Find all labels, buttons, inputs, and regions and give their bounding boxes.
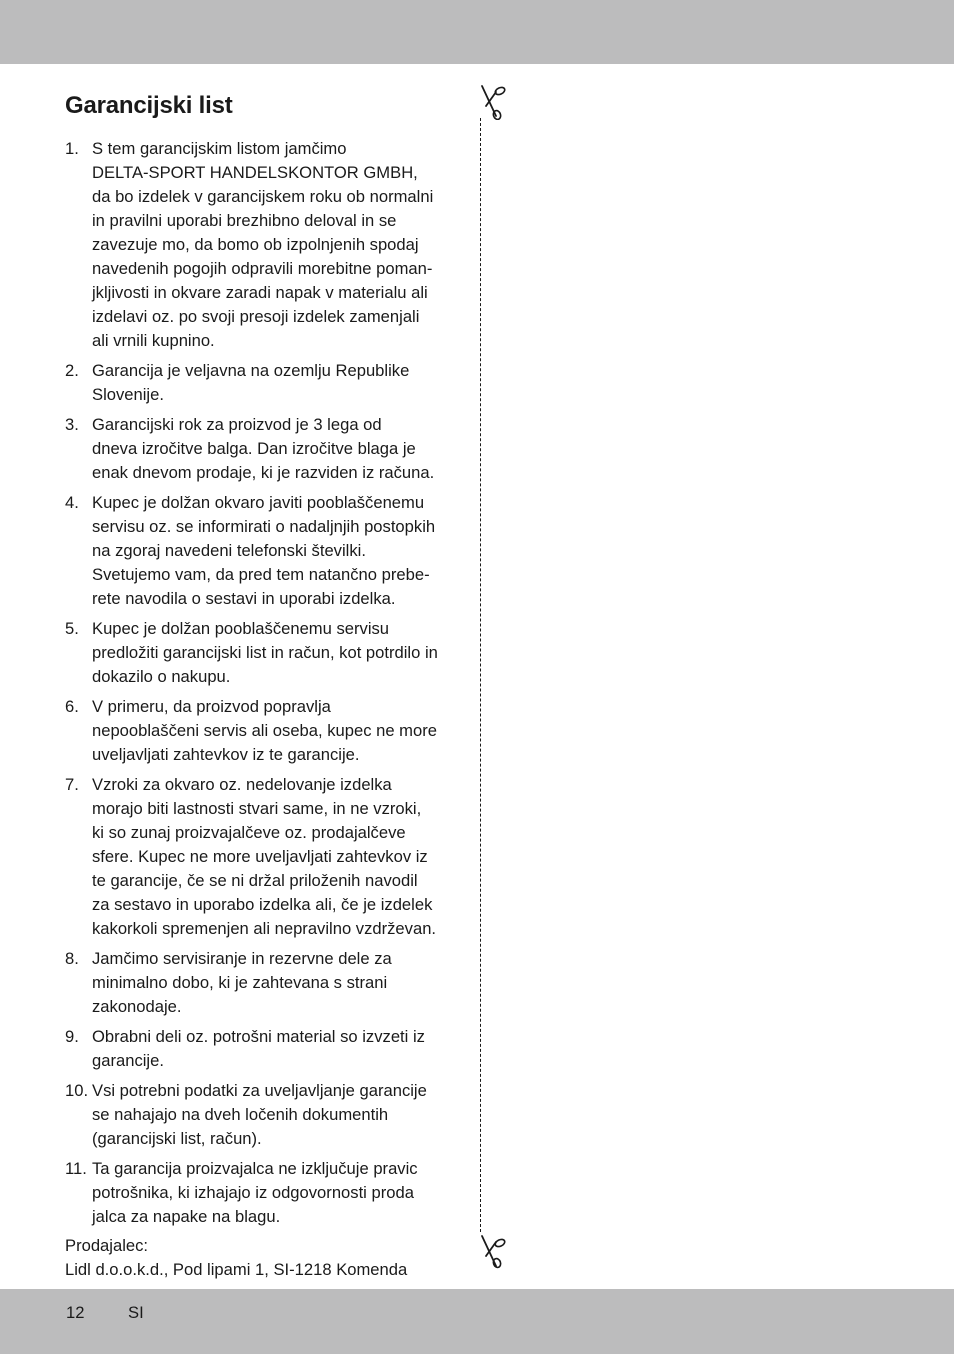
- list-item-number: 5.: [65, 619, 79, 638]
- list-item-number: 4.: [65, 493, 79, 512]
- list-item-text: Vsi potrebni podatki za uveljavljanje garancije se nahajajo na dveh ločenih dokumentih (garancijski list, račun).: [92, 1081, 427, 1148]
- list-item: [65, 695, 475, 767]
- scissors-icon: [476, 1234, 508, 1270]
- header-bar: [0, 0, 954, 64]
- list-item: [65, 1025, 475, 1073]
- list-item-number: 10.: [65, 1081, 89, 1100]
- page-title: Garancijski list: [65, 92, 233, 119]
- list-item-number: 1.: [65, 139, 79, 158]
- list-item: [65, 617, 475, 689]
- seller-block: [65, 1234, 485, 1282]
- list-item: [65, 1079, 475, 1151]
- list-item-number: 11.: [65, 1159, 87, 1178]
- list-item-text: Vzroki za okvaro oz. nedelovanje izdelka morajo biti lastnosti stvari same, in ne vzroki, ki so zunaj proizvajalčeve oz. prodajalčeve sfere. Kupec ne more uveljavljati zahtevkov iz te garancije, če se ni držal priloženih navodil za sestavo in uporabo izdelka ali, če je izdelek kakorkoli spremenjen ali nepravilno vzdrževan.: [92, 775, 437, 938]
- list-item: [65, 413, 475, 485]
- list-item-text: Kupec je dolžan pooblaščenemu servisu predložiti garancijski list in račun, kot potrdilo in dokazilo o nakupu.: [92, 619, 438, 686]
- list-item-text: Obrabni deli oz. potrošni material so izvzeti iz garancije.: [92, 1027, 425, 1070]
- cut-line: [480, 118, 481, 1232]
- list-item-text: S tem garancijskim listom jamčimo DELTA-SPORT HANDELSKONTOR GMBH, da bo izdelek v garancijskem roku ob normalni in pravilni uporabi brezhibno deloval in se zavezuje mo, da bomo ob izpolnjenih spodaj navedenih pogojih odpravili morebitne poman- jkljivosti in okvare zaradi napak v materialu ali izdelavi oz. po svoji presoji izdelek zamenjali ali vrnili kupnino.: [92, 139, 434, 350]
- list-item-text: Kupec je dolžan okvaro javiti pooblaščenemu servisu oz. se informirati o nadaljnjih postopkih na zgoraj navedeni telefonski številki. Svetujemo vam, da pred tem natančno prebe- rete navodila o sestavi in uporabi izdelka.: [92, 493, 436, 608]
- seller-address: Lidl d.o.o.k.d., Pod lipami 1, SI-1218 Komenda: [65, 1260, 408, 1279]
- list-item: [65, 1157, 475, 1229]
- list-item-text: Jamčimo servisiranje in rezervne dele za minimalno dobo, ki je zahtevana s strani zakonodaje.: [92, 949, 392, 1016]
- warranty-conditions-list: [65, 137, 475, 1235]
- list-item-text: Ta garancija proizvajalca ne izključuje pravic potrošnika, ki izhajajo iz odgovornosti proda jalca za napake na blagu.: [92, 1159, 418, 1226]
- language-code: SI: [128, 1303, 144, 1322]
- list-item: [65, 491, 475, 611]
- list-item-text: Garancijski rok za proizvod je 3 lega od dneva izročitve balga. Dan izročitve blaga je enak dnevom prodaje, ki je razviden iz računa.: [92, 415, 435, 482]
- list-item: [65, 947, 475, 1019]
- list-item-text: Garancija je veljavna na ozemlju Republike Slovenije.: [92, 361, 410, 404]
- scissors-icon: [476, 84, 508, 120]
- list-item: [65, 773, 475, 941]
- list-item: [65, 137, 475, 353]
- page-number: 12: [66, 1303, 85, 1322]
- list-item-number: 3.: [65, 415, 79, 434]
- list-item-number: 6.: [65, 697, 79, 716]
- list-item: [65, 359, 475, 407]
- list-item-number: 7.: [65, 775, 79, 794]
- list-item-number: 8.: [65, 949, 79, 968]
- list-item-text: V primeru, da proizvod popravlja nepooblaščeni servis ali oseba, kupec ne more uveljavljati zahtevkov iz te garancije.: [92, 697, 437, 764]
- list-item-number: 2.: [65, 361, 79, 380]
- list-item-number: 9.: [65, 1027, 79, 1046]
- seller-label: Prodajalec:: [65, 1236, 149, 1255]
